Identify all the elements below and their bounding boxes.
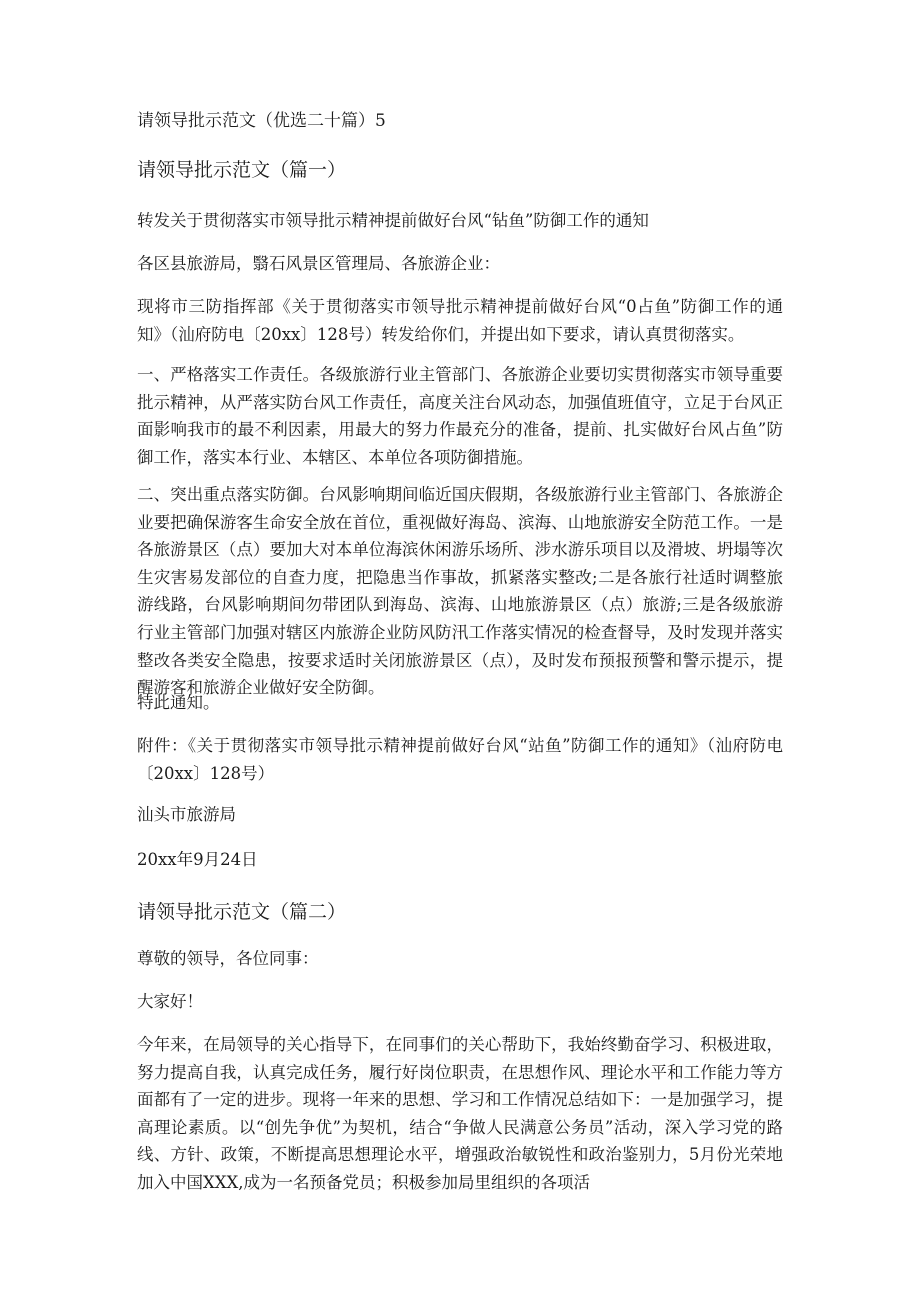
letter-greeting: 大家好！ xyxy=(137,992,203,1011)
notice-date: 20xx年9月24日 xyxy=(137,850,258,869)
section-heading-2: 请领导批示范文（篇二） xyxy=(137,901,347,923)
letter-salutation: 尊敬的领导，各位同事： xyxy=(137,949,319,968)
notice-salutation: 各区县旅游局，翳石风景区管理局、各旅游企业： xyxy=(137,254,500,273)
notice-point-1: 一、严格落实工作责任。各级旅游行业主管部门、各旅游企业要切实贯彻落实市领导重要批示精神，从严落实防台风工作责任，高度关注台风动态，加强值班值守，立足于台风正面影响我市的最不利因素，用最大的努力作最充分的准备，提前、扎实做好台风占鱼”防御工作，落实本行业、本辖区、本单位各项防御措施。 xyxy=(137,365,783,467)
letter-body: 今年来，在局领导的关心指导下，在同事们的关心帮助下，我始终勤奋学习、积极进取，努力提高自我，认真完成任务，履行好岗位职责，在思想作风、理论水平和工作能力等方面都有了一定的进步。现将一年来的思想、学习和工作情况总结如下：一是加强学习，提高理论素质。以“创先争优”为契机，结合“争做人民满意公务员”活动，深入学习党的路线、方针、政策，不断提高思想理论水平，增强政治敏锐性和政治鉴别力，5月份光荣地加入中国XXX,成为一名预备党员；积极参加局里组织的各项活 xyxy=(137,1035,783,1192)
notice-closing: 特此通知。 xyxy=(137,693,220,712)
notice-title: 转发关于贯彻落实市领导批示精神提前做好台风“钻鱼”防御工作的通知 xyxy=(137,211,649,230)
section-heading-1: 请领导批示范文（篇一） xyxy=(137,159,347,181)
notice-attachment: 附件：《关于贯彻落实市领导批示精神提前做好台风“站鱼”防御工作的通知》（汕府防电〔20xx〕128号） xyxy=(137,736,783,783)
notice-point-2: 二、突出重点落实防御。台风影响期间临近国庆假期，各级旅游行业主管部门、各旅游企业要把确保游客生命安全放在首位，重视做好海岛、滨海、山地旅游安全防范工作。一是各旅游景区（点）要加大对本单位海滨休闲游乐场所、涉水游乐项目以及滑坡、坍塌等次生灾害易发部位的自查力度，把隐患当作事故，抓紧落实整改;二是各旅行社适时调整旅游线路，台风影响期间勿带团队到海岛、滨海、山地旅游景区（点）旅游;三是各级旅游行业主管部门加强对辖区内旅游企业防风防汛工作落实情况的检查督导，及时发现并落实整改各类安全隐患，按要求适时关闭旅游景区（点），及时发布预报预警和警示提示，提醒游客和旅游企业做好安全防御。 xyxy=(137,485,783,698)
notice-intro: 现将市三防指挥部《关于贯彻落实市领导批示精神提前做好台风“0占鱼”防御工作的通知》（汕府防电〔20xx〕128号）转发给你们，并提出如下要求，请认真贯彻落实。 xyxy=(137,297,783,344)
notice-signature: 汕头市旅游局 xyxy=(137,805,236,824)
document-title: 请领导批示范文（优选二十篇）5 xyxy=(137,111,386,131)
